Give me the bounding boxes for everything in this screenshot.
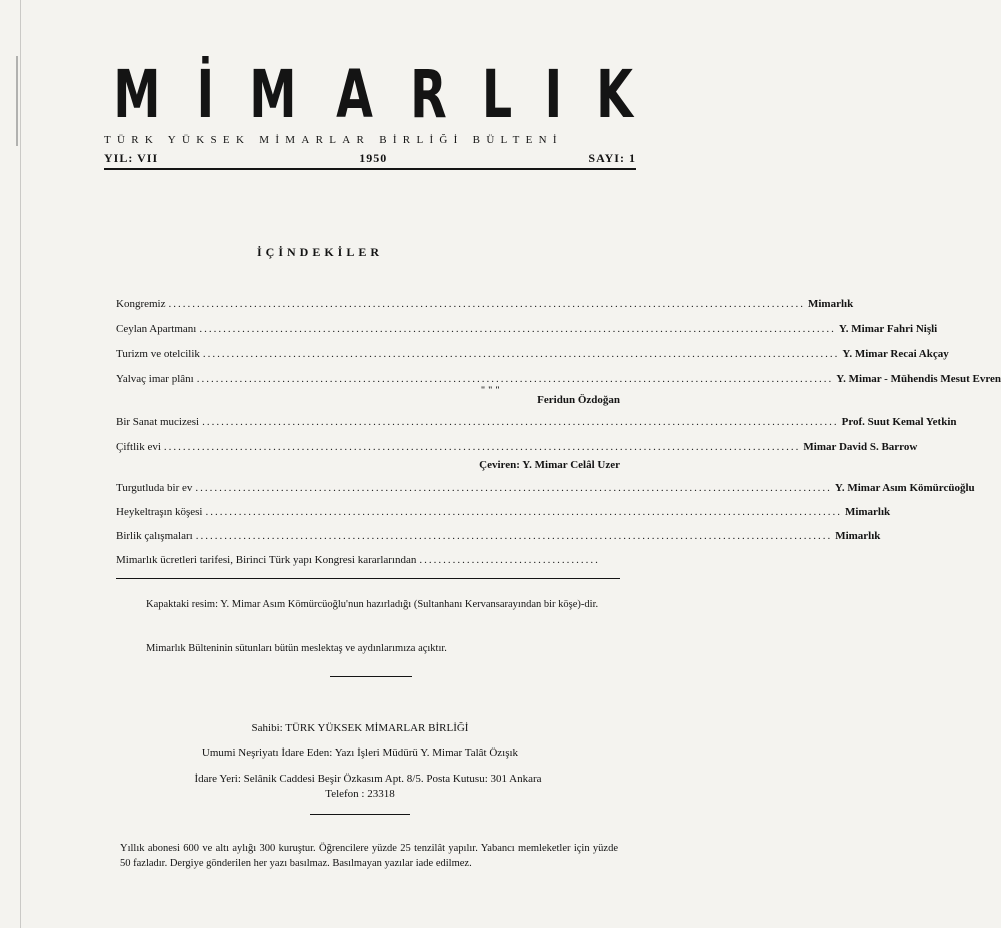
cover-note: Kapaktaki resim: Y. Mimar Asım Kömürcüoğlu'nun hazırladığı (Sultanhanı Kervansarayından bir köşe)-dir. [146, 599, 599, 610]
toc-author: Y. Mimar - Mühendis Mesut Evren [836, 373, 1001, 385]
subscription-note: Yıllık abonesi 600 ve altı aylığı 300 kuruştur. Öğrencilere yüzde 25 tenzilât yapılır. Yabancı memleketler için yüzde 50 fazladır. Dergiye gönderilen her yazı basılmaz. Basılmayan yazılar iade edilmez. [120, 843, 618, 869]
toc-entry [116, 441, 918, 457]
masthead-subtitle: TÜRK YÜKSEK MİMARLAR BİRLİĞİ BÜLTENİ [104, 134, 563, 146]
phone-line: Telefon : 23318 [325, 788, 395, 800]
section-rule [116, 578, 620, 579]
leader-dots: ...................................................................................................................................... [163, 441, 801, 453]
toc-title: Çiftlik evi [116, 441, 161, 453]
leader-dots: ...................................................................................................................................... [202, 348, 840, 360]
toc-author-second: Feridun Özdoğan [537, 394, 620, 406]
year-label: YIL: VII [104, 151, 159, 165]
masthead-letter: İ [196, 56, 214, 133]
masthead-letter: A [335, 56, 373, 133]
leader-dots: ...................................... [419, 554, 600, 566]
toc-title: Heykeltraşın köşesi [116, 506, 203, 518]
toc-title: Yalvaç imar plânı [116, 373, 194, 385]
address-line: İdare Yeri: Selânik Caddesi Beşir Özkasım Apt. 8/5. Posta Kutusu: 301 Ankara [194, 773, 542, 785]
toc-author: Mimarlık [807, 298, 854, 310]
owner-line: Sahibi: TÜRK YÜKSEK MİMARLAR BİRLİĞİ [251, 722, 469, 734]
masthead-rule [104, 168, 636, 170]
leader-dots: ...................................................................................................................................... [196, 373, 834, 385]
toc-author: Y. Mimar Fahri Nişli [838, 323, 938, 335]
contents-heading: İÇİNDEKİLER [256, 245, 384, 259]
toc-title: Turgutluda bir ev [116, 482, 193, 494]
masthead-letter: I [544, 56, 563, 133]
toc-entry [116, 482, 975, 498]
toc-translator: Çeviren: Y. Mimar Celâl Uzer [479, 459, 620, 471]
issue-info [104, 151, 636, 166]
leader-dots: ...................................................................................................................................... [205, 506, 842, 518]
toc-title: Birlik çalışmaları [116, 530, 193, 542]
leader-dots: ...................................................................................................................................... [202, 416, 839, 428]
leader-dots: ...................................................................................................................................... [199, 323, 836, 335]
open-columns-note: Mimarlık Bülteninin sütunları bütün meslektaş ve aydınlarımıza açıktır. [146, 643, 447, 654]
toc-entry [116, 298, 854, 314]
toc-author: Mimarlık [835, 530, 881, 542]
toc-author: Y. Mimar Asım Kömürcüoğlu [834, 482, 975, 494]
toc-entry [116, 373, 1001, 389]
masthead-letter: M [249, 56, 297, 133]
toc-author: Mimar David S. Barrow [803, 441, 918, 453]
leader-dots: ...................................................................................................................................... [195, 530, 833, 542]
toc-title: Turizm ve otelcilik [116, 348, 200, 360]
masthead-title [104, 56, 640, 133]
toc-author: Mimarlık [844, 506, 891, 518]
scan-edge-left [20, 0, 21, 928]
editor-line: Umumi Neşriyatı İdare Eden: Yazı İşleri Müdürü Y. Mimar Talât Özışık [201, 747, 519, 759]
toc-entry [116, 323, 938, 339]
masthead-letter: M [113, 56, 161, 133]
toc-title: Mimarlık ücretleri tarifesi, Birinci Türk yapı Kongresi kararlarından [116, 554, 417, 566]
masthead-letter: K [595, 56, 633, 133]
toc-author: Y. Mimar Recai Akçay [842, 348, 949, 360]
short-divider [330, 676, 412, 677]
scan-mark [16, 56, 18, 146]
toc-entry [116, 530, 881, 546]
short-divider [310, 814, 410, 815]
leader-dots: ...................................................................................................................................... [195, 482, 832, 494]
leader-dots: ...................................................................................................................................... [168, 298, 805, 310]
issue-number: SAYI: 1 [588, 151, 636, 165]
issue-year: 1950 [359, 151, 388, 165]
toc-title: Kongremiz [116, 298, 166, 310]
toc-title: Ceylan Apartmanı [116, 323, 197, 335]
ditto-marks: " " " [480, 385, 500, 395]
toc-title: Bir Sanat mucizesi [116, 416, 200, 428]
toc-entry [116, 416, 957, 432]
masthead-letter: R [409, 56, 447, 133]
toc-entry [116, 554, 620, 570]
toc-author: Prof. Suut Kemal Yetkin [841, 416, 957, 428]
toc-entry [116, 506, 891, 522]
toc-entry [116, 348, 949, 364]
masthead-letter: L [482, 56, 513, 133]
